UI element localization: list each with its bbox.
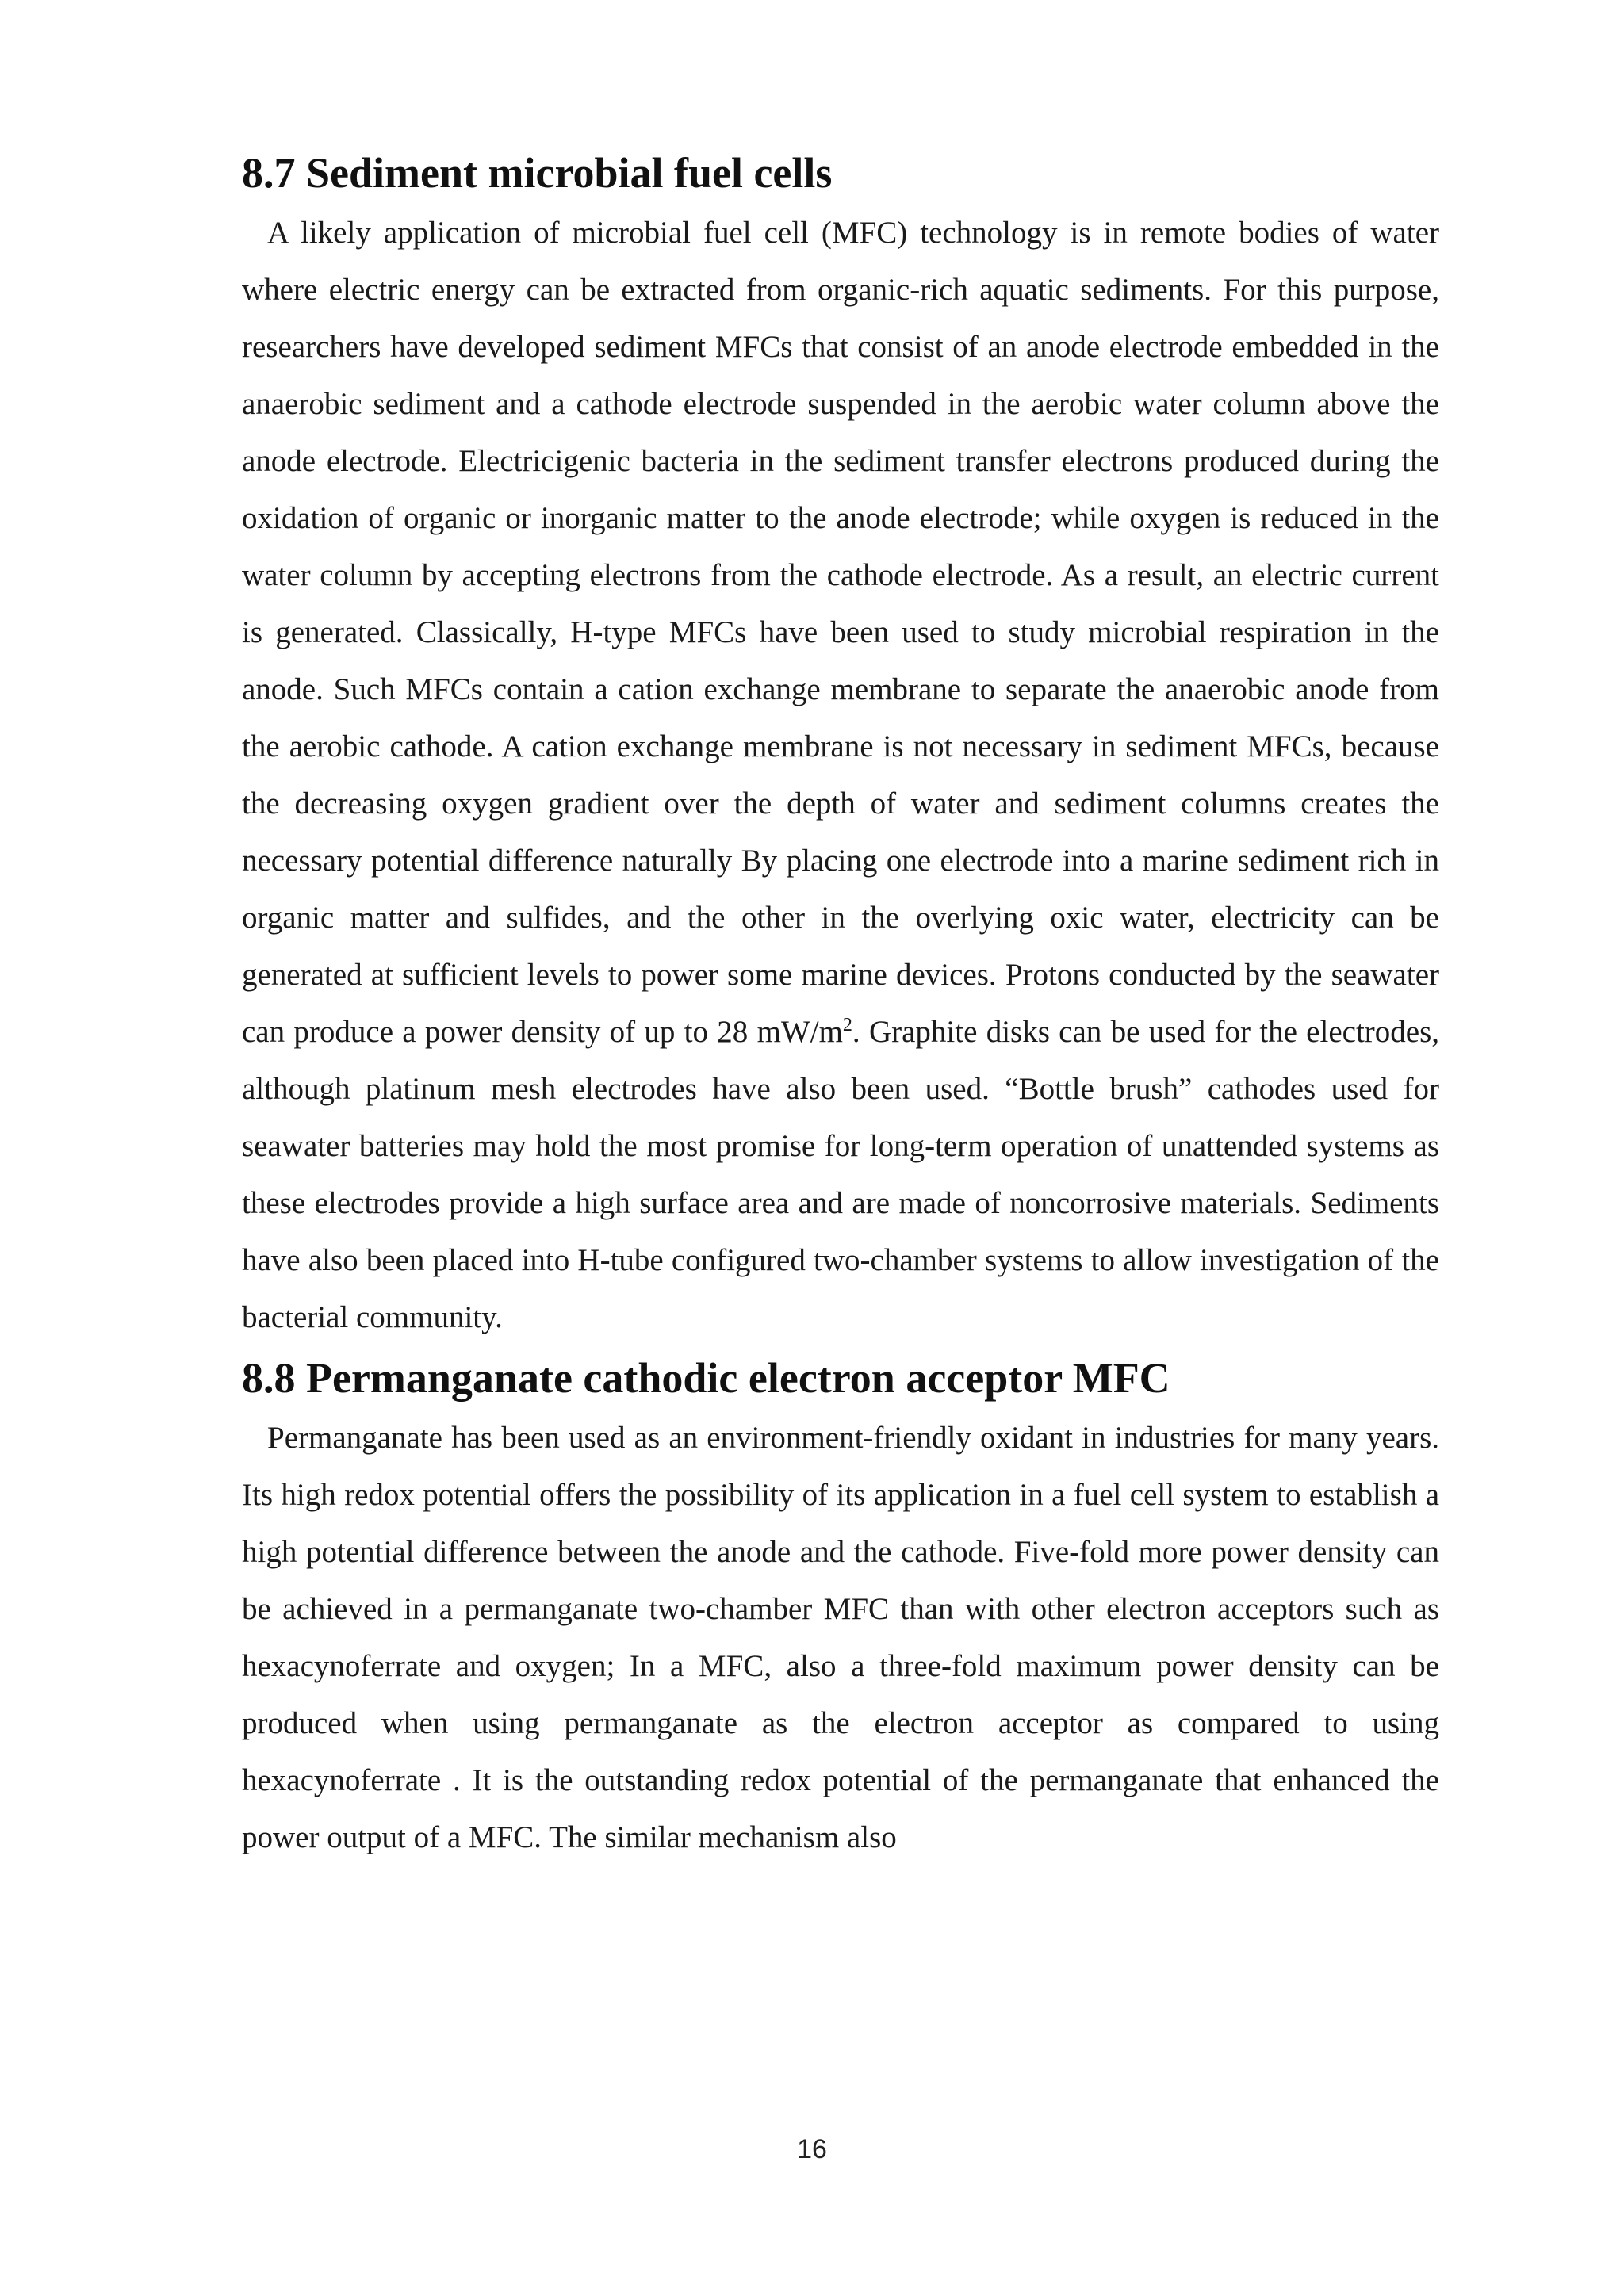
paragraph-text-part-1: A likely application of microbial fuel cell (MFC) technology is in remote bodies of water where electric energy can be extracted from organic-rich aquatic sediments. For this purpose, researchers have developed sediment MFCs that consist of an anode electrode embedded in the anaerobic sediment and a cathode electrode suspended in the aerobic water column above the anode electrode. Electricigenic bacteria in the sediment transfer electrons produced during the oxidation of organic or inorganic matter to the anode electrode; while oxygen is reduced in the water column by accepting electrons from the cathode electrode. As a result, an electric current is generated. Classically, H-type MFCs have been used to study microbial respiration in the anode. Such MFCs contain a cation exchange membrane to separate the anaerobic anode from the aerobic cathode. A cation exchange membrane is not necessary in sediment MFCs, because the decreasing oxygen gradient over the depth of water and sediment columns creates the necessary potential difference naturally By placing one electrode into a marine sediment rich in organic matter and sulfides, and the other in the overlying oxic water, electricity can be generated at sufficient levels to power some marine devices. Protons conducted by the seawater can produce a power density of up to 28 mW/m: [242, 216, 1439, 1049]
superscript-exponent: 2: [842, 1015, 852, 1035]
body-paragraph-sediment-mfc: [242, 205, 1439, 1346]
section-heading-sediment-mfc: 8.7 Sediment microbial fuel cells: [242, 149, 833, 197]
paragraph-text-part-2: . Graphite disks can be used for the electrodes, although platinum mesh electrodes have also been used. “Bottle brush” cathodes used for seawater batteries may hold the most promise for long-term operation of unattended systems as these electrodes provide a high surface area and are made of noncorrosive materials. Sediments have also been placed into H-tube configured two-chamber systems to allow investigation of the bacterial community.: [242, 1015, 1439, 1334]
section-heading-permanganate-mfc: 8.8 Permanganate cathodic electron acceptor MFC: [242, 1354, 1170, 1402]
body-paragraph-permanganate-mfc: Permanganate has been used as an environment-friendly oxidant in industries for many years. Its high redox potential offers the possibility of its application in a fuel cell system to establish a high potential difference between the anode and the cathode. Five-fold more power density can be achieved in a permanganate two-chamber MFC than with other electron acceptors such as hexacynoferrate and oxygen; In a MFC, also a three-fold maximum power density can be produced when using permanganate as the electron acceptor as compared to using hexacynoferrate . It is the outstanding redox potential of the permanganate that enhanced the power output of a MFC. The similar mechanism also: [242, 1421, 1439, 1854]
page-number: 16: [797, 2134, 827, 2164]
page-content: [242, 141, 1439, 1866]
